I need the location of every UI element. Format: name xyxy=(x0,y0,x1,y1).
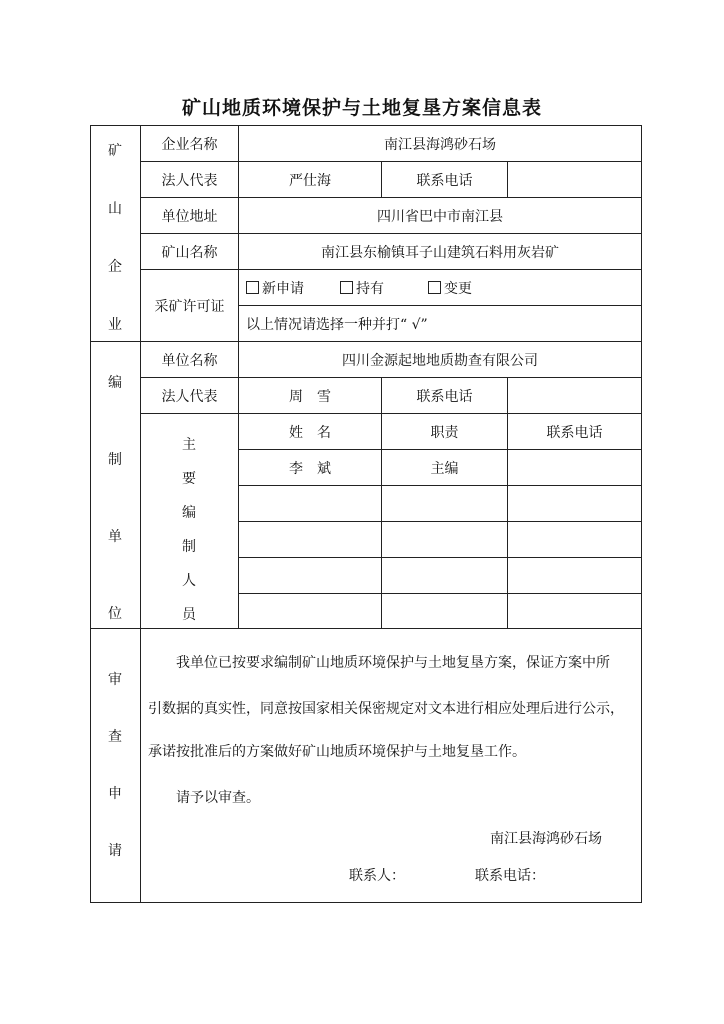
staff-row-1-name: 李 斌 xyxy=(289,460,331,477)
section-label-compiler xyxy=(100,372,130,623)
staff-header-phone: 联系电话 xyxy=(546,424,603,441)
unit-name-value: 四川金源起地地质勘查有限公司 xyxy=(342,352,538,369)
section-char: 编 xyxy=(108,375,122,391)
compiler-legal-rep-value: 周 雪 xyxy=(289,388,331,405)
review-signature: 南江县海鸿砂石场 xyxy=(490,831,602,847)
staff-char: 编 xyxy=(182,505,196,521)
staff-char: 人 xyxy=(182,573,196,589)
section-line xyxy=(90,628,642,629)
permit-note: 以上情况请选择一种并打“ √” xyxy=(246,316,428,333)
review-line-1: 我单位已按要求编制矿山地质环境保护与土地复垦方案，保证方案中所 xyxy=(176,655,610,671)
company-name-label: 企业名称 xyxy=(161,136,218,153)
staff-char: 主 xyxy=(182,437,196,453)
row-line xyxy=(238,557,642,558)
mine-name-label: 矿山名称 xyxy=(161,244,218,261)
table-border-left xyxy=(90,125,91,903)
option-label: 持有 xyxy=(356,280,384,297)
mine-name-value: 南江县东榆镇耳子山建筑石料用灰岩矿 xyxy=(321,244,559,261)
review-line-3: 承诺按批准后的方案做好矿山地质环境保护与土地复垦工作。 xyxy=(148,744,526,760)
staff-header-name: 姓 名 xyxy=(289,424,331,441)
permit-option-change[interactable] xyxy=(428,278,472,298)
company-name-value: 南江县海鸿砂石场 xyxy=(384,136,496,153)
staff-row-1-role: 主编 xyxy=(430,460,459,477)
staff-char: 员 xyxy=(182,607,196,623)
permit-label: 采矿许可证 xyxy=(154,298,225,315)
phone-value xyxy=(508,162,641,197)
row-line xyxy=(238,593,642,594)
page-title: 矿山地质环境保护与土地复垦方案信息表 xyxy=(181,97,542,119)
section-char: 企 xyxy=(108,259,122,275)
section-label-mine xyxy=(100,140,130,334)
phone-label: 联系电话 xyxy=(416,172,473,189)
review-line-2: 引数据的真实性，同意按国家相关保密规定对文本进行相应处理后进行公示， xyxy=(148,701,624,717)
section-char: 单 xyxy=(108,529,122,545)
section-char: 查 xyxy=(108,729,122,745)
checkbox-icon xyxy=(428,281,441,294)
option-label: 新申请 xyxy=(262,280,304,297)
address-value: 四川省巴中市南江县 xyxy=(377,208,503,225)
table-border-right xyxy=(641,125,642,903)
checkbox-icon xyxy=(340,281,353,294)
compiler-phone-label: 联系电话 xyxy=(416,388,473,405)
permit-option-hold[interactable] xyxy=(340,278,384,298)
compiler-legal-rep-label: 法人代表 xyxy=(161,388,218,405)
row-line xyxy=(238,485,642,486)
contact-phone-label: 联系电话： xyxy=(475,868,545,884)
table-border-bottom xyxy=(90,902,642,903)
row-line xyxy=(238,521,642,522)
section-char: 请 xyxy=(108,843,122,859)
section-char: 位 xyxy=(108,606,122,622)
section-char: 制 xyxy=(108,452,122,468)
section-char: 矿 xyxy=(108,143,122,159)
section-label-review xyxy=(100,669,130,860)
section-char: 山 xyxy=(108,201,122,217)
section-char: 业 xyxy=(108,317,122,333)
legal-rep-value: 严仕海 xyxy=(289,172,331,189)
section-char: 申 xyxy=(108,786,122,802)
compiler-phone-value xyxy=(508,378,641,413)
staff-char: 制 xyxy=(182,539,196,555)
staff-header-role: 职责 xyxy=(430,424,459,441)
staff-char: 要 xyxy=(182,471,196,487)
staff-label xyxy=(174,434,204,624)
section-char: 审 xyxy=(108,672,122,688)
option-label: 变更 xyxy=(444,280,472,297)
permit-option-new[interactable] xyxy=(246,278,304,298)
legal-rep-label: 法人代表 xyxy=(161,172,218,189)
permit-options xyxy=(246,270,472,305)
staff-row-1-phone xyxy=(508,450,641,485)
review-request: 请予以审查。 xyxy=(176,790,260,806)
checkbox-icon xyxy=(246,281,259,294)
unit-name-label: 单位名称 xyxy=(161,352,218,369)
contact-label: 联系人： xyxy=(349,868,405,884)
address-label: 单位地址 xyxy=(161,208,218,225)
